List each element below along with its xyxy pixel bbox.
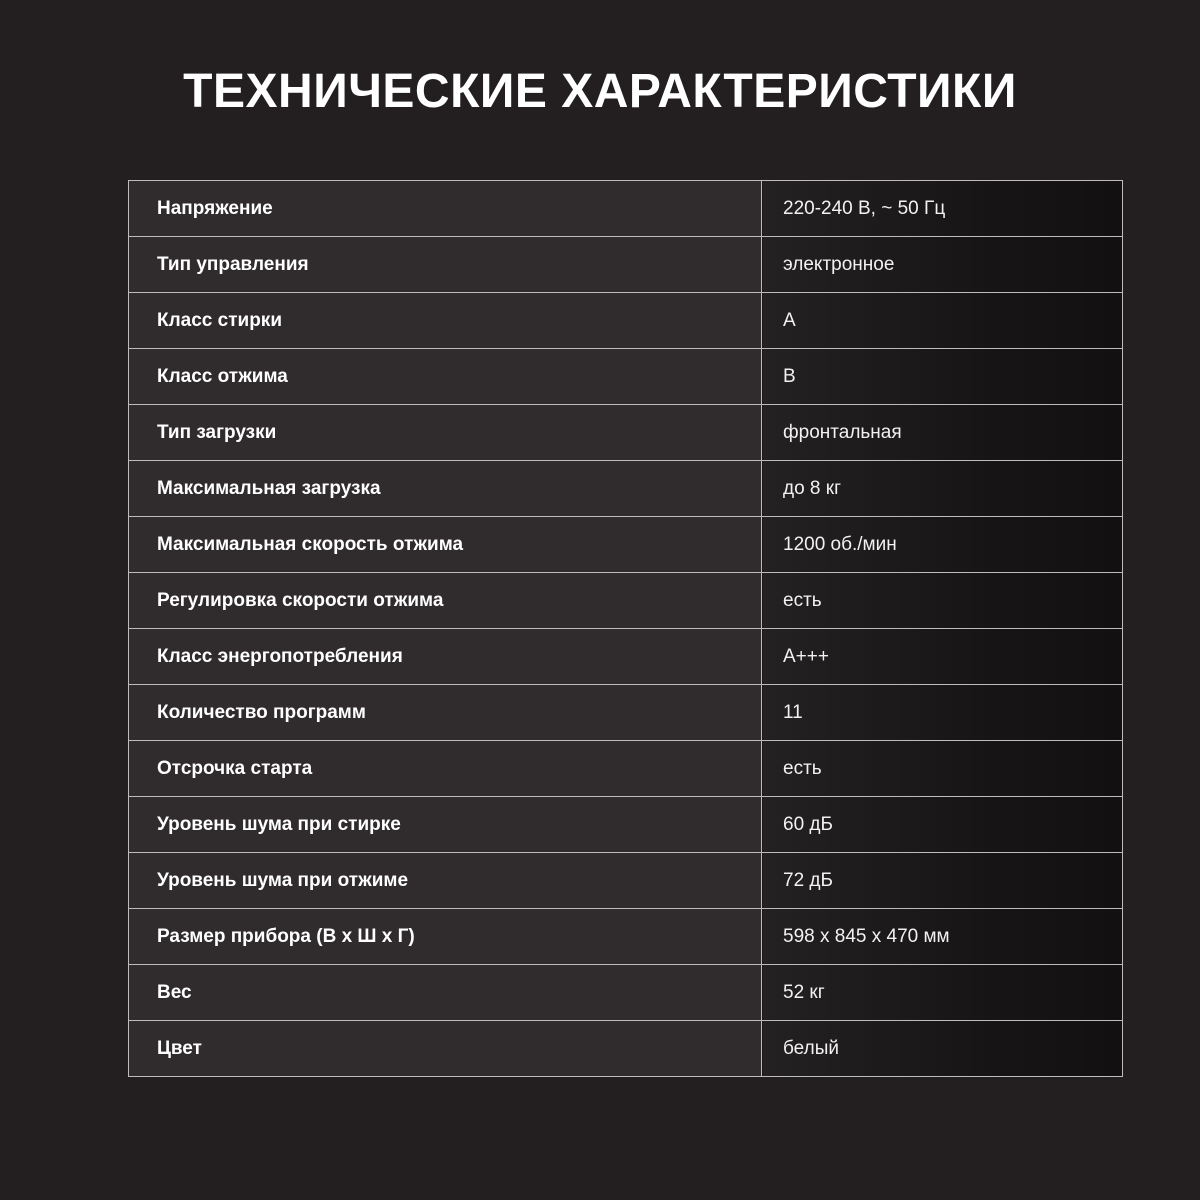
spec-value: 1200 об./мин — [762, 517, 1123, 573]
spec-label: Регулировка скорости отжима — [129, 573, 762, 629]
table-row — [129, 1021, 1123, 1077]
spec-value: А — [762, 293, 1123, 349]
table-row — [129, 741, 1123, 797]
spec-label: Класс отжима — [129, 349, 762, 405]
spec-value: фронтальная — [762, 405, 1123, 461]
table-row — [129, 853, 1123, 909]
spec-label: Максимальная скорость отжима — [129, 517, 762, 573]
spec-value: 60 дБ — [762, 797, 1123, 853]
table-row — [129, 629, 1123, 685]
spec-value: 11 — [762, 685, 1123, 741]
table-row — [129, 685, 1123, 741]
table-row — [129, 293, 1123, 349]
spec-value: 52 кг — [762, 965, 1123, 1021]
spec-label: Уровень шума при отжиме — [129, 853, 762, 909]
spec-label: Тип управления — [129, 237, 762, 293]
spec-label: Количество программ — [129, 685, 762, 741]
table-row — [129, 965, 1123, 1021]
table-row — [129, 405, 1123, 461]
table-row — [129, 461, 1123, 517]
spec-label: Вес — [129, 965, 762, 1021]
spec-label: Класс энергопотребления — [129, 629, 762, 685]
spec-label: Класс стирки — [129, 293, 762, 349]
spec-label: Максимальная загрузка — [129, 461, 762, 517]
page-title: ТЕХНИЧЕСКИЕ ХАРАКТЕРИСТИКИ — [183, 65, 1017, 118]
spec-value: В — [762, 349, 1123, 405]
spec-label: Уровень шума при стирке — [129, 797, 762, 853]
spec-value: до 8 кг — [762, 461, 1123, 517]
spec-label: Размер прибора (В х Ш х Г) — [129, 909, 762, 965]
spec-value: А+++ — [762, 629, 1123, 685]
spec-value: есть — [762, 573, 1123, 629]
table-row — [129, 797, 1123, 853]
table-row — [129, 349, 1123, 405]
table-row — [129, 573, 1123, 629]
table-row — [129, 237, 1123, 293]
spec-value: белый — [762, 1021, 1123, 1077]
spec-table — [128, 180, 1123, 1077]
spec-label: Цвет — [129, 1021, 762, 1077]
spec-value: 220-240 В, ~ 50 Гц — [762, 181, 1123, 237]
spec-label: Напряжение — [129, 181, 762, 237]
spec-label: Отсрочка старта — [129, 741, 762, 797]
table-row — [129, 181, 1123, 237]
table-row — [129, 517, 1123, 573]
spec-label: Тип загрузки — [129, 405, 762, 461]
spec-value: 72 дБ — [762, 853, 1123, 909]
spec-value: 598 х 845 х 470 мм — [762, 909, 1123, 965]
table-row — [129, 909, 1123, 965]
spec-value: есть — [762, 741, 1123, 797]
spec-value: электронное — [762, 237, 1123, 293]
